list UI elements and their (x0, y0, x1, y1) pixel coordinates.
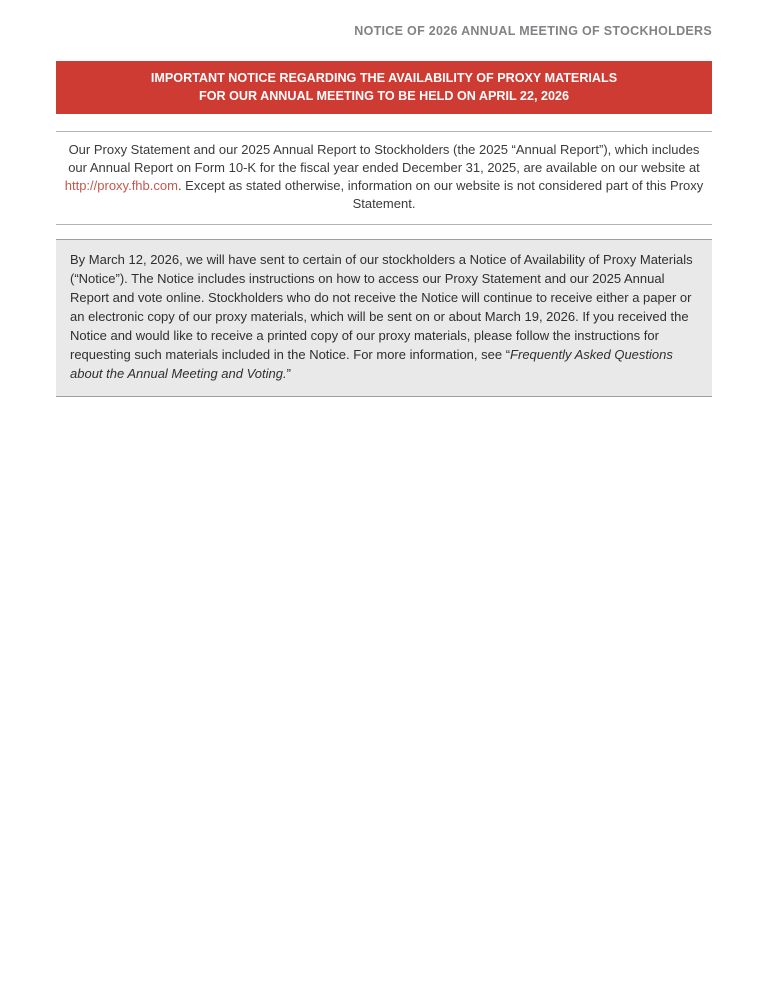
notice-text-main: By March 12, 2026, we will have sent to certain of our stockholders a Notice of Availability of Proxy Materials (“Notice”). The Notice includes instructions on how to access our Proxy Statement and our 2025 Annual Report and vote online. Stockholders who do not receive the Notice will continue to receive either a paper or an electronic copy of our proxy materials, which will be sent on or about March 19, 2026. If you received the Notice and would like to receive a printed copy of our proxy materials, please follow the instructions for requesting such materials included in the Notice. For more information, see “ (70, 251, 693, 363)
notice-of-availability-box (56, 239, 712, 398)
page-header (56, 24, 712, 38)
availability-text-after-link: . Except as stated otherwise, information on our website is not considered part of this Proxy Statement. (177, 177, 704, 211)
proxy-website-link[interactable]: http://proxy.fhb.com (64, 177, 178, 193)
availability-paragraph (56, 131, 712, 225)
banner-line-2: FOR OUR ANNUAL MEETING TO BE HELD ON APRIL 22, 2026 (199, 88, 569, 103)
page-header-title: NOTICE OF 2026 ANNUAL MEETING OF STOCKHOLDERS (354, 24, 712, 38)
availability-text-before-link: Our Proxy Statement and our 2025 Annual Report to Stockholders (the 2025 “Annual Report”), which includes our Annual Report on Form 10-K for the fiscal year ended December 31, 2025, are available on our website at (68, 141, 700, 175)
banner-line-1: IMPORTANT NOTICE REGARDING THE AVAILABILITY OF PROXY MATERIALS (150, 71, 618, 85)
notice-text-end: ” (286, 366, 291, 382)
notice-text-italic-reference: Frequently Asked Questions about the Annual Meeting and Voting. (70, 347, 673, 382)
important-notice-banner (56, 61, 712, 114)
